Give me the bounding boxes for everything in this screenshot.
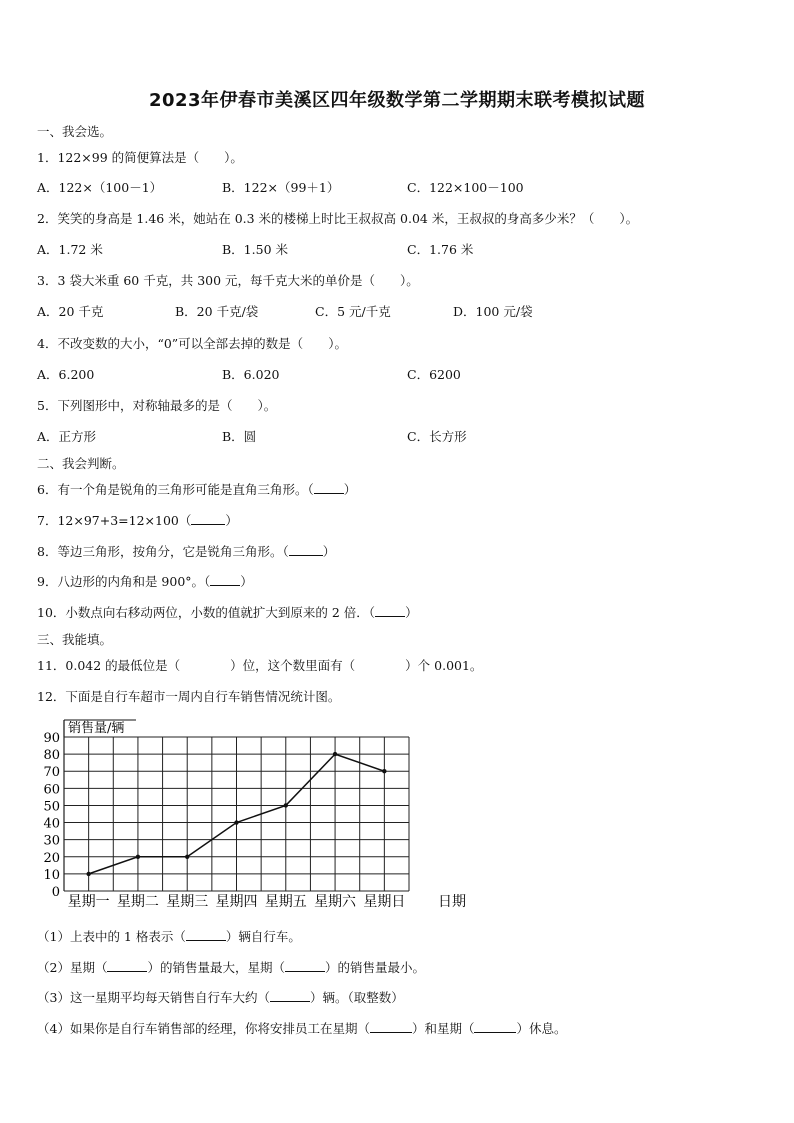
question-7: [37, 511, 238, 529]
q9-answer-blank[interactable]: [210, 573, 240, 586]
q7-answer-blank[interactable]: [191, 512, 225, 525]
question-10: [37, 603, 418, 621]
question-6: [37, 480, 356, 498]
q4-option-a: A．6.200: [37, 367, 95, 382]
sub2-answer-blank-1[interactable]: [107, 959, 147, 972]
question-9: [37, 572, 253, 590]
page-title: 2023年伊春市美溪区四年级数学第二学期期末联考模拟试题: [148, 90, 646, 111]
q4-option-c: C．6200: [407, 367, 461, 382]
q8-close: ）: [322, 544, 336, 559]
q10-close: ）: [405, 605, 418, 620]
q6-close: ）: [343, 482, 357, 497]
sub3-text: （3）这一星期平均每天销售自行车大约（: [37, 990, 270, 1005]
y-tick-label: 60: [43, 782, 60, 798]
sub4-answer-blank-1[interactable]: [370, 1020, 412, 1033]
q9-close: ）: [240, 574, 253, 589]
data-point: [86, 872, 90, 876]
x-axis-label: 日期: [438, 894, 466, 910]
y-tick-label: 40: [43, 816, 60, 832]
sub2-text-1: （2）星期（: [37, 960, 108, 975]
y-tick-label: 80: [43, 748, 60, 764]
q9-text: 9．八边形的内角和是 900°。（: [37, 574, 211, 589]
y-axis-label: 销售量/辆: [68, 721, 125, 736]
q1-option-a: A．122×（100－1）: [37, 180, 163, 195]
q3-option-d: D．100 元/袋: [453, 304, 533, 319]
q3-option-a: A．20 千克: [37, 304, 104, 319]
sub-question-2: [37, 958, 425, 976]
x-tick-label: 星期三: [166, 894, 209, 910]
q3-option-b: B．20 千克/袋: [175, 304, 259, 319]
q2-option-c: C．1.76 米: [407, 242, 474, 257]
x-tick-label: 星期二: [116, 894, 159, 910]
q3-option-c: C．5 元/千克: [315, 304, 391, 319]
y-tick-label: 90: [43, 731, 60, 746]
q8-answer-blank[interactable]: [289, 543, 323, 556]
sub3-answer-blank[interactable]: [270, 989, 310, 1002]
data-point: [234, 820, 238, 824]
q1-option-b: B．122×（99＋1）: [222, 180, 340, 195]
data-point: [185, 855, 189, 859]
sub-question-4: [37, 1019, 567, 1037]
data-point: [382, 769, 386, 773]
data-point: [136, 855, 140, 859]
question-3: 3．3 袋大米重 60 千克，共 300 元，每千克大米的单价是（ ）。: [37, 273, 419, 288]
q1-option-c: C．122×100－100: [407, 180, 524, 195]
question-5: 5．下列图形中，对称轴最多的是（ ）。: [37, 398, 277, 413]
sub1-tail: ）辆自行车。: [225, 929, 301, 944]
sub1-text: （1）上表中的 1 格表示（: [37, 929, 186, 944]
question-2: 2．笑笑的身高是 1.46 米，她站在 0.3 米的楼梯上时比王叔叔高 0.04 米，王叔叔的身高多少米？（ ）。: [37, 211, 639, 226]
x-tick-label: 星期五: [264, 894, 307, 910]
sales-line-chart: [0, 700, 794, 915]
q7-text: 7．12×97+3=12×100（: [37, 513, 192, 528]
sub1-answer-blank[interactable]: [186, 928, 226, 941]
q4-option-b: B．6.020: [222, 367, 280, 382]
q10-answer-blank[interactable]: [375, 604, 405, 617]
q6-text: 6．有一个角是锐角的三角形可能是直角三角形。（: [37, 482, 314, 497]
data-point: [284, 803, 288, 807]
sub-question-1: [37, 927, 301, 945]
sub2-text-3: ）的销售量最小。: [324, 960, 425, 975]
x-tick-label: 星期一: [67, 894, 110, 910]
q6-answer-blank[interactable]: [314, 481, 344, 494]
y-tick-label: 20: [43, 850, 60, 866]
q8-text: 8．等边三角形，按角分，它是锐角三角形。（: [37, 544, 289, 559]
question-11: 11．0.042 的最低位是（ ）位，这个数里面有（ ）个 0.001。: [37, 658, 483, 673]
sub4-text-1: （4）如果你是自行车销售部的经理，你将安排员工在星期（: [37, 1021, 370, 1036]
section-heading-2: 二、我会判断。: [37, 456, 125, 471]
x-tick-label: 星期日: [363, 894, 406, 910]
question-12: 12．下面是自行车超市一周内自行车销售情况统计图。: [37, 689, 341, 704]
question-4: 4．不改变数的大小，“0”可以全部去掉的数是（ ）。: [37, 336, 347, 351]
section-heading-1: 一、我会选。: [37, 124, 113, 139]
y-tick-label: 70: [43, 765, 60, 781]
data-point: [333, 752, 337, 756]
q10-text: 10．小数点向右移动两位，小数的值就扩大到原来的 2 倍．（: [37, 605, 376, 620]
x-tick-label: 星期六: [314, 894, 357, 910]
sub2-text-2: ）的销售量最大，星期（: [147, 960, 285, 975]
y-tick-label: 0: [51, 885, 60, 900]
q7-close: ）: [225, 513, 238, 528]
sub3-tail: ）辆。（取整数）: [309, 990, 404, 1005]
sub2-answer-blank-2[interactable]: [285, 959, 325, 972]
y-tick-label: 50: [43, 799, 60, 815]
x-tick-label: 星期四: [215, 894, 258, 910]
question-8: [37, 542, 335, 560]
q5-option-a: A．正方形: [37, 429, 97, 444]
section-heading-3: 三、我能填。: [37, 632, 113, 647]
sub4-text-3: ）休息。: [516, 1021, 567, 1036]
y-tick-label: 10: [43, 867, 60, 883]
question-1: 1．122×99 的简便算法是（ ）。: [37, 150, 243, 165]
sub4-text-2: ）和星期（: [411, 1021, 475, 1036]
sub-question-3: [37, 988, 404, 1006]
q2-option-b: B．1.50 米: [222, 242, 288, 257]
sub4-answer-blank-2[interactable]: [474, 1020, 516, 1033]
q5-option-b: B．圆: [222, 429, 257, 444]
q5-option-c: C．长方形: [407, 429, 467, 444]
q2-option-a: A．1.72 米: [37, 242, 103, 257]
y-tick-label: 30: [43, 833, 60, 849]
